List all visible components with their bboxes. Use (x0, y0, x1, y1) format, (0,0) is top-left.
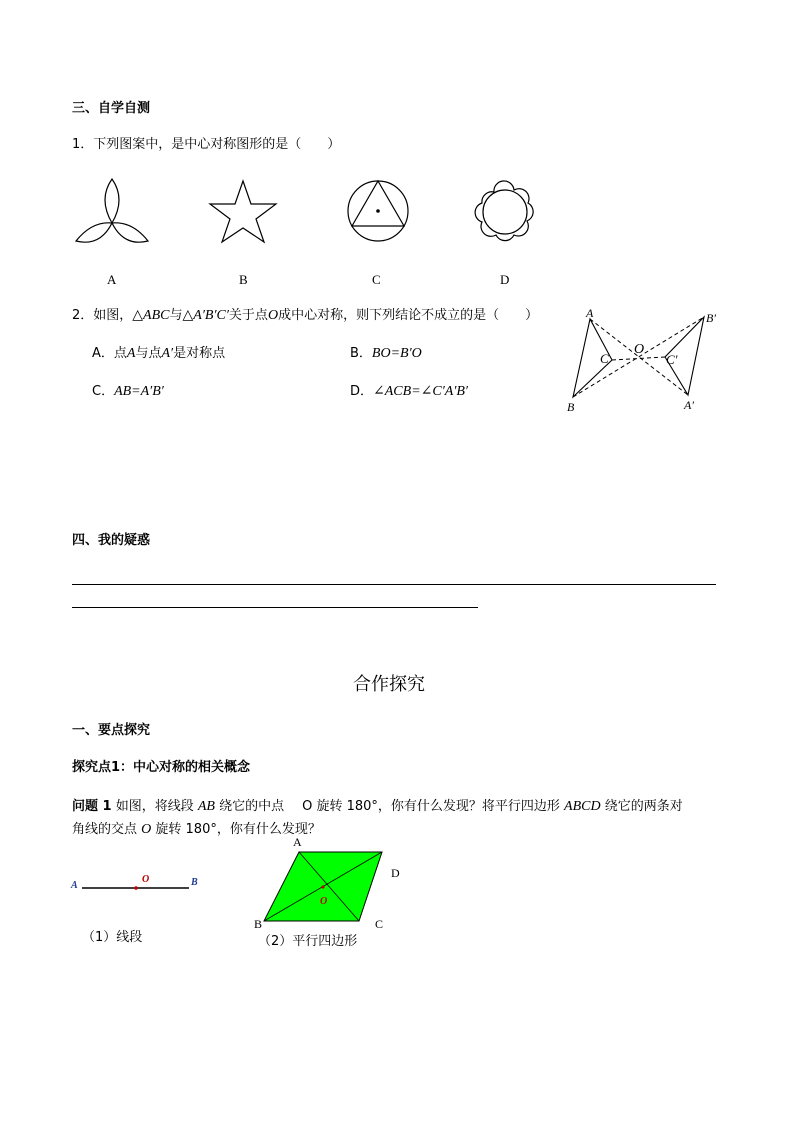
segment-label-o: O (142, 874, 150, 885)
figure-segment-ab (68, 868, 208, 898)
question-2-text: 2．如图，△ABC与△A′B′C′关于点O成中心对称，则下列结论不成立的是（ ） (72, 308, 539, 323)
q1-option-c-label: C (372, 272, 381, 287)
q1-option-d-label: D (500, 272, 510, 287)
figure-flower (472, 179, 538, 245)
figure-trefoil (70, 175, 154, 249)
segment-label-a: A (71, 880, 78, 891)
section-heading-self-test: 三、自学自测 (72, 101, 151, 116)
section-heading-doubts: 四、我的疑惑 (72, 533, 151, 548)
q2-option-d: D．∠ACB=∠C′A′B′ (350, 384, 468, 399)
figure-2-caption: （2）平行四边形 (258, 934, 358, 949)
answer-line-2 (72, 607, 478, 608)
segment-label-b: B (191, 877, 198, 888)
section-title-cooperative: 合作探究 (353, 674, 425, 695)
parallelogram-label-a: A (293, 835, 302, 849)
subheading-key-points: 一、要点探究 (72, 723, 151, 738)
q2-option-b: B．BO=B′O (350, 346, 422, 361)
parallelogram-label-d: D (391, 866, 400, 880)
problem-1-line-2: 角线的交点 O 旋转 180°，你有什么发现？ (72, 822, 321, 837)
fig2-label-o: O (634, 342, 645, 357)
fig2-label-c: C (600, 351, 609, 366)
fig2-label-a: A (586, 306, 594, 320)
parallelogram-label-b: B (254, 917, 263, 931)
q2-option-a: A．点A与点A′是对称点 (92, 346, 226, 361)
figure-star (206, 178, 280, 246)
q1-option-a-label: A (107, 272, 117, 287)
figure-parallelogram-abcd (248, 832, 408, 934)
fig2-label-b-prime: B′ (706, 311, 716, 325)
exploration-point-1: 探究点1：中心对称的相关概念 (72, 760, 251, 775)
problem-1-line-1: 问题 1 如图，将线段 AB 绕它的中点 O 旋转 180°，你有什么发现？将平行四边形 ABCD 绕它的两条对 (72, 799, 683, 814)
parallelogram-label-c: C (375, 917, 384, 931)
parallelogram-label-o: O (320, 896, 328, 907)
figure-circle-triangle (344, 177, 412, 245)
fig2-label-a-prime: A′ (684, 398, 694, 412)
fig2-label-c-prime: C′ (666, 352, 678, 367)
q2-option-c: C．AB=A′B′ (92, 384, 164, 399)
q1-option-b-label: B (239, 272, 248, 287)
answer-line-1 (72, 584, 716, 585)
question-1-text: 1．下列图案中，是中心对称图形的是（ ） (72, 137, 341, 152)
figure-1-caption: （1）线段 (82, 930, 143, 945)
fig2-label-b: B (567, 400, 575, 414)
figure-central-symmetry-triangles (562, 305, 732, 417)
